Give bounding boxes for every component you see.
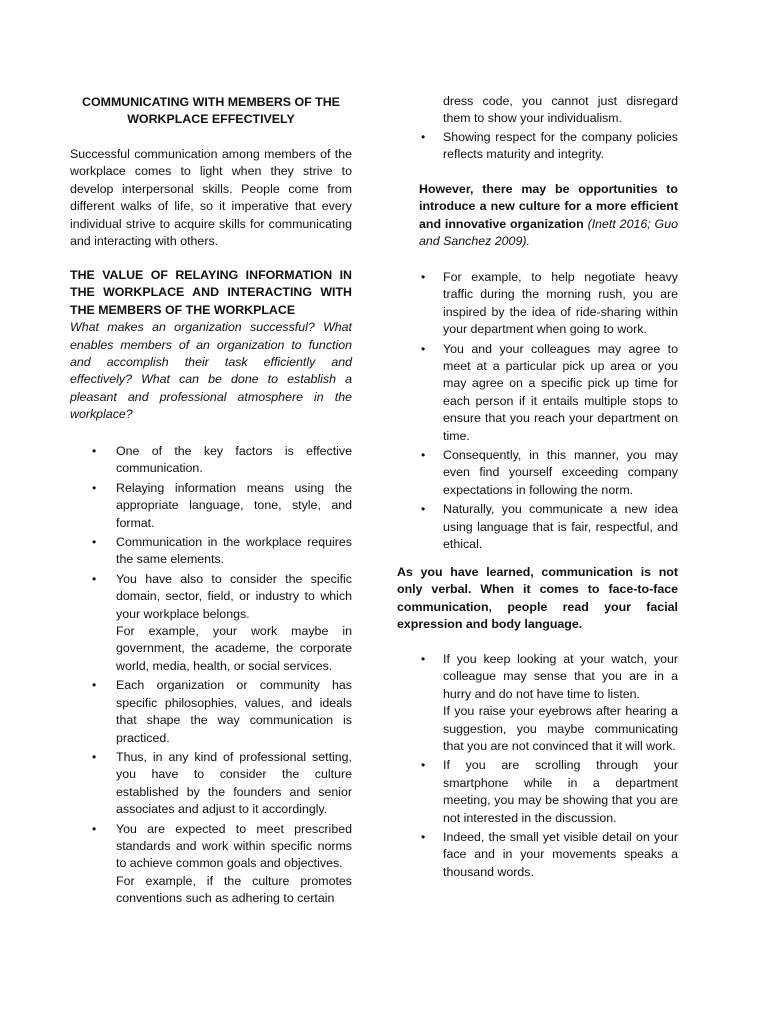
- list-item: • If you are scrolling through your smartphone while in a department meeting, you may be showing that you are not interested in the discussion.: [421, 758, 678, 825]
- list-item-continuation: For example, your work maybe in government, the academe, the corporate world, media, health, or social services.: [116, 624, 352, 673]
- list-item: • Indeed, the small yet visible detail on your face and in your movements speaks a thousand words.: [421, 830, 678, 879]
- bullet-icon: •: [421, 830, 426, 845]
- bullet-icon: •: [421, 758, 426, 773]
- right-continuation-text: dress code, you cannot just disregard them to show your individualism.: [443, 94, 678, 126]
- list-item: • Consequently, in this manner, you may even find yourself exceeding company expectations in following the norm.: [421, 448, 678, 497]
- bullet-icon: •: [92, 571, 97, 586]
- list-item: • Showing respect for the company policies reflects maturity and integrity.: [421, 130, 678, 162]
- left-bullet-list: [70, 443, 352, 908]
- section-heading: THE VALUE OF RELAYING INFORMATION IN THE WORKPLACE AND INTERACTING WITH THE MEMBERS OF THE WORKPLACE: [70, 268, 352, 317]
- right-bottom-bullet-list: [397, 651, 678, 881]
- bullet-icon: •: [421, 341, 426, 356]
- bullet-icon: •: [92, 749, 97, 764]
- bullet-icon: •: [92, 821, 97, 836]
- right-top-bullet-list: [397, 129, 678, 164]
- list-item: • One of the key factors is effective communication.: [92, 444, 352, 476]
- list-item: • Thus, in any kind of professional setting, you have to consider the culture established by the founders and senior associates and adjust to it accordingly.: [92, 749, 352, 817]
- list-item-continuation: If you raise your eyebrows after hearing a suggestion, you maybe communicating that you are not convinced that it will work.: [443, 704, 678, 754]
- nonverbal-paragraph: As you have learned, communication is not only verbal. When it comes to face-to-face communication, people read your facial expression and body language.: [397, 565, 678, 632]
- section-questions: What makes an organization successful? What enables members of an organization to function and accomplish their task efficiently and effectively? What can be done to establish a pleasant and professional atmosphere in the workplace?: [70, 320, 352, 422]
- list-item: • Relaying information means using the appropriate language, tone, style, and format.: [92, 480, 352, 530]
- bullet-icon: •: [421, 448, 426, 463]
- list-item: • If you keep looking at your watch, your colleague may sense that you are in a hurry and do not have time to listen. If you raise your eyebrows after hearing a suggestion, you maybe communicating that you are not convinced that it will work.: [397, 651, 678, 755]
- bullet-icon: •: [421, 130, 426, 144]
- bullet-icon: •: [421, 652, 426, 666]
- list-item: • Naturally, you communicate a new idea using language that is fair, respectful, and ethical.: [421, 502, 678, 552]
- bullet-icon: •: [92, 678, 97, 693]
- bullet-icon: •: [421, 270, 426, 284]
- bullet-icon: •: [92, 480, 97, 495]
- intro-paragraph: Successful communication among members of the workplace comes to light when they strive to develop interpersonal skills. People come from different walks of life, so it imperative that every individual strive to acquire skills for communicating and interacting with others.: [70, 147, 352, 249]
- list-item: • Each organization or community has specific philosophies, values, and ideals that shape the way communication is practiced.: [92, 678, 352, 745]
- bullet-icon: •: [421, 502, 426, 517]
- list-item: • You and your colleagues may agree to meet at a particular pick up area or you may agree on a specific pick up time for each person if it entails multiple stops to ensure that you reach your department on time.: [421, 341, 678, 443]
- list-item: • For example, to help negotiate heavy traffic during the morning rush, you are inspired by the idea of ride-sharing within your department when going to work.: [421, 270, 678, 337]
- right-mid-bullet-list: [397, 269, 678, 554]
- list-item: • Communication in the workplace requires the same elements.: [92, 535, 352, 567]
- section-block: [70, 267, 352, 424]
- document-title: COMMUNICATING WITH MEMBERS OF THE WORKPLACE EFFECTIVELY: [82, 95, 340, 127]
- bullet-icon: •: [92, 444, 97, 458]
- opportunity-paragraph: However, there may be opportunities to introduce a new culture for a more efficient and innovative organization (Inett 2016; Guo and Sanchez 2009).: [419, 182, 678, 249]
- list-item: • You are expected to meet prescribed standards and work within specific norms to achieve common goals and objectives. For example, if the culture promotes conventions such as adhering to certain: [70, 821, 352, 908]
- list-item-continuation: For example, if the culture promotes conventions such as adhering to certain: [116, 873, 352, 906]
- list-item: • You have also to consider the specific domain, sector, field, or industry to which your workplace belongs. For example, your work maybe in government, the academe, the corporate world, media, health, or social services.: [70, 571, 352, 675]
- citation: (Inett 2016; Guo and Sanchez 2009).: [419, 216, 678, 249]
- bullet-icon: •: [92, 535, 97, 550]
